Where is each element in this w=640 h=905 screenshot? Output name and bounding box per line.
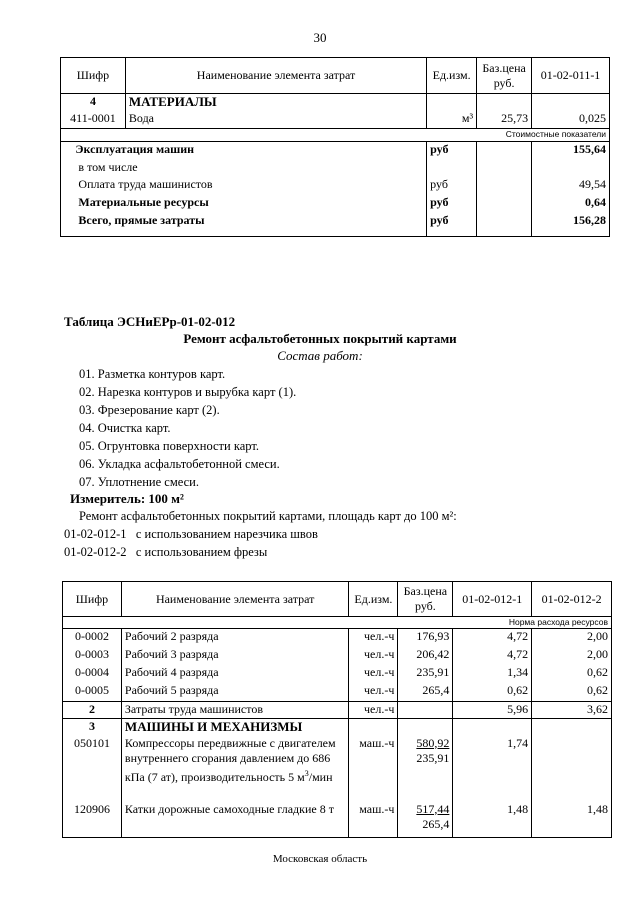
col-header-norm-2: 01-02-012-2 (532, 582, 612, 617)
col-header-norm-1: 01-02-012-1 (453, 582, 532, 617)
table-row: 120906 Катки дорожные самоходные гладкие 8 т маш.-ч 517,44 265,4 1,48 1,48 (63, 798, 612, 838)
table-row: 0-0002 Рабочий 2 разряда чел.-ч 176,93 4,72 2,00 (63, 629, 612, 647)
col-header-name: Наименование элемента затрат (125, 58, 426, 94)
table-resources (62, 581, 612, 838)
list-item: 04. Очистка карт. (79, 421, 171, 435)
col-header-unit: Ед.изм. (427, 58, 477, 94)
table-title: Таблица ЭСНиЕРр-01-02-012 (64, 314, 236, 329)
list-item: 01. Разметка контуров карт. (79, 367, 226, 381)
col-header-price: Баз.цена руб. (398, 582, 453, 617)
table-row: Эксплуатация машин руб 155,64 (61, 142, 610, 160)
list-item: 02. Нарезка контуров и вырубка карт (1). (79, 385, 297, 399)
section-number: 4 (61, 94, 126, 111)
col-header-name: Наименование элемента затрат (121, 582, 349, 617)
col-header-code: Шифр (63, 582, 122, 617)
col-header-norm: 01-02-011-1 (532, 58, 610, 94)
list-item: 05. Огрунтовка поверхности карт. (79, 439, 259, 453)
list-item: 03. Фрезерование карт (2). (79, 403, 220, 417)
cost-header: Стоимостные показатели (61, 129, 610, 142)
page-footer: Московская область (272, 853, 368, 865)
table-row: Материальные ресурсы руб 0,64 (61, 195, 610, 213)
meter-label: Измеритель: 100 м² (70, 491, 184, 506)
work-steps-list (79, 365, 296, 491)
variant-2: 01-02-012-2 с использованием фрезы (64, 545, 268, 559)
section-subheading: Состав работ: (277, 348, 363, 363)
variant-1: 01-02-012-1 с использованием нарезчика швов (64, 527, 318, 541)
table-row: 050101 Компрессоры передвижные с двигателем внутреннего сгорания давлением до 686 кПа (7 ат), производительность 5 $м^3$/мин маш.-ч 580,92 235,91 1,74 (63, 736, 612, 798)
table-row: 0-0005 Рабочий 5 разряда чел.-ч 265,4 0,62 0,62 (63, 683, 612, 702)
table-row: 0-0004 Рабочий 4 разряда чел.-ч 235,91 1,34 0,62 (63, 665, 612, 683)
machines-number: 3 (63, 719, 122, 736)
description: Ремонт асфальтобетонных покрытий картами, площадь карт до 100 м²: (79, 509, 457, 523)
section-heading: Ремонт асфальтобетонных покрытий картами (183, 331, 457, 346)
table-row: 411-0001 Вода м³ 25,73 0,025 (61, 111, 610, 129)
page-number: 30 (313, 30, 327, 45)
col-header-unit: Ед.изм. (349, 582, 398, 617)
table-row: Оплата труда машинистов руб 49,54 (61, 177, 610, 195)
norm-header: Норма расхода ресурсов (63, 617, 612, 629)
table-row: Всего, прямые затраты руб 156,28 (61, 213, 610, 237)
machines-title: МАШИНЫ И МЕХАНИЗМЫ (121, 719, 349, 736)
table-row: в том числе (61, 160, 610, 177)
list-item: 06. Укладка асфальтобетонной смеси. (79, 457, 280, 471)
table-row: 0-0003 Рабочий 3 разряда чел.-ч 206,42 4,72 2,00 (63, 647, 612, 665)
col-header-code: Шифр (61, 58, 126, 94)
list-item: 07. Уплотнение смеси. (79, 475, 199, 489)
section-title: МАТЕРИАЛЫ (125, 94, 426, 111)
table-materials (60, 57, 610, 237)
table-row: 2 Затраты труда машинистов чел.-ч 5,96 3,62 (63, 702, 612, 719)
col-header-price: Баз.цена руб. (477, 58, 532, 94)
